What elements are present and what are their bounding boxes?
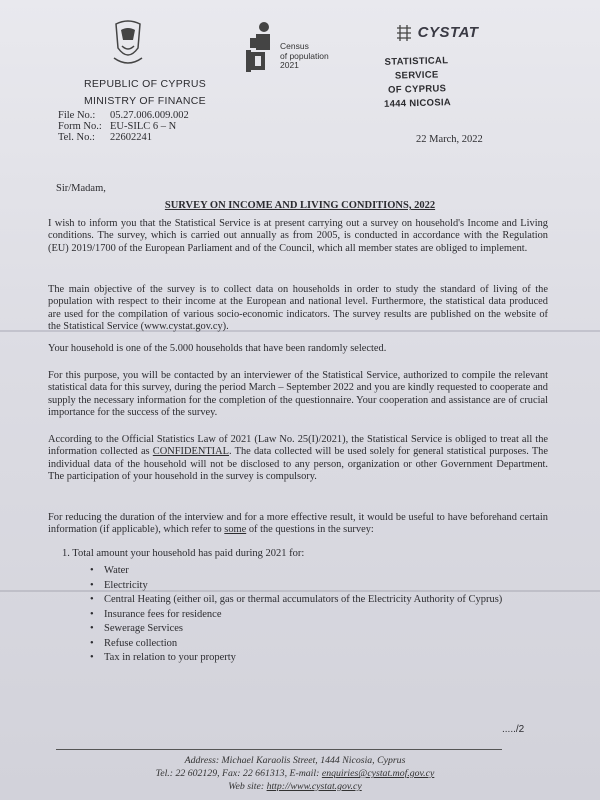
census-line3: 2021 — [280, 60, 299, 70]
cystat-logo — [395, 24, 478, 42]
file-info — [58, 110, 189, 143]
census-line2: of population — [280, 50, 329, 61]
footer-web-label: Web site: — [228, 781, 267, 792]
list-heading: 1. Total amount your household has paid during 2021 for: — [62, 548, 305, 559]
tel-no-label: Tel. No.: — [58, 132, 95, 143]
footer-divider — [56, 749, 502, 750]
payment-items-list — [90, 564, 510, 666]
list-item: • Electricity — [90, 579, 510, 594]
statistical-service-block — [361, 54, 472, 113]
footer-address: Address: Michael Karaolis Street, 1444 Nicosia, Cyprus — [184, 755, 406, 766]
cystat-logo-text: CYSTAT — [417, 24, 479, 41]
paragraph-6-part-a: For reducing the duration of the interview and for a more effective result, it would be useful to have beforehand certain information (if applicable), which refer to — [48, 512, 548, 536]
footer-web — [100, 780, 490, 793]
list-item: • Central Heating (either oil, gas or thermal accumulators of the Electricity Authority of Cyprus) — [90, 593, 510, 608]
list-item: • Sewerage Services — [90, 622, 510, 637]
republic-heading: REPUBLIC OF CYPRUS — [84, 78, 207, 90]
list-item: • Water — [90, 564, 510, 579]
salutation: Sir/Madam, — [56, 183, 106, 194]
census-text — [280, 42, 329, 71]
paragraph-5 — [48, 434, 548, 484]
footer-web-link[interactable]: http://www.cystat.gov.cy — [266, 781, 362, 792]
file-no-label: File No.: — [58, 110, 96, 121]
confidential-word: CONFIDENTIAL — [152, 446, 229, 458]
census-logo-icon — [242, 20, 276, 76]
coat-of-arms-icon — [108, 18, 148, 70]
file-no-value: 05.27.006.009.002 — [110, 110, 189, 121]
footer — [100, 754, 490, 793]
ministry-heading: MINISTRY OF FINANCE — [84, 95, 206, 107]
list-item: • Tax in relation to your property — [90, 651, 510, 666]
form-no-label: Form No.: — [58, 121, 102, 132]
letter-title: SURVEY ON INCOME AND LIVING CONDITIONS, 2022 — [164, 200, 436, 211]
list-item: • Refuse collection — [90, 637, 510, 652]
paragraph-3: Your household is one of the 5.000 households that have been randomly selected. — [48, 343, 387, 354]
paragraph-2: The main objective of the survey is to collect data on households in order to study the standard of living of the population with respect to their income at the European and national level. Furthermore, the statistical data produced are used for the compilation of various socio-economic indicators. The survey results are published on the website of the Statistical Service (www.cystat.gov.cy). — [48, 284, 548, 333]
paragraph-1: I wish to inform you that the Statistical Service is at present carrying out a survey on household's Income and Living conditions. The survey, which is carried out annually as from 2005, is conducted in accordance with the Regulation (EU) 2019/1700 of the European Parliament and of the Council, which all member states are obliged to implement. — [48, 218, 548, 254]
form-no-value: EU-SILC 6 – N — [110, 121, 177, 132]
some-word: some — [224, 524, 247, 536]
paragraph-5-part-b: . The data collected will be used solely for general statistical purposes. The individual data of the household will not be disclosed to any person, organization or other Government Department. The participation of your household in the survey is compulsory. — [48, 446, 548, 483]
census-line1: Census — [280, 41, 309, 51]
stat-line1: STATISTICAL SERVICE — [384, 55, 449, 82]
stat-line3: 1444 NICOSIA — [383, 97, 452, 110]
footer-contact — [100, 767, 490, 780]
paragraph-6-part-b: of the questions in the survey: — [246, 524, 374, 536]
paragraph-6 — [48, 512, 548, 537]
footer-email-link[interactable]: enquiries@cystat.mof.gov.cy — [321, 768, 435, 779]
page-marker: ...../2 — [502, 724, 525, 735]
stat-line2: OF CYPRUS — [387, 83, 447, 96]
cystat-mark-icon — [395, 24, 413, 42]
paragraph-4: For this purpose, you will be contacted by an interviewer of the Statistical Service, authorized to compile the relevant statistical data for this survey, during the period March – September 2022 and you are kindly requested to cooperate and supply the necessary information for the completion of the questionnaire. Your cooperation and assistance are of crucial importance for the success of the survey. — [48, 370, 548, 419]
letter-date: 22 March, 2022 — [416, 134, 483, 145]
paragraph-5-part-a: According to the Official Statistics Law of 2021 (Law No. 25(I)/2021), the Statistical Service is obliged to treat all the information collected as — [48, 434, 548, 458]
list-item: • Insurance fees for residence — [90, 608, 510, 623]
footer-tel-fax: Tel.: 22 602129, Fax: 22 661313, E-mail: — [155, 768, 322, 779]
tel-no-value: 22602241 — [110, 132, 152, 143]
